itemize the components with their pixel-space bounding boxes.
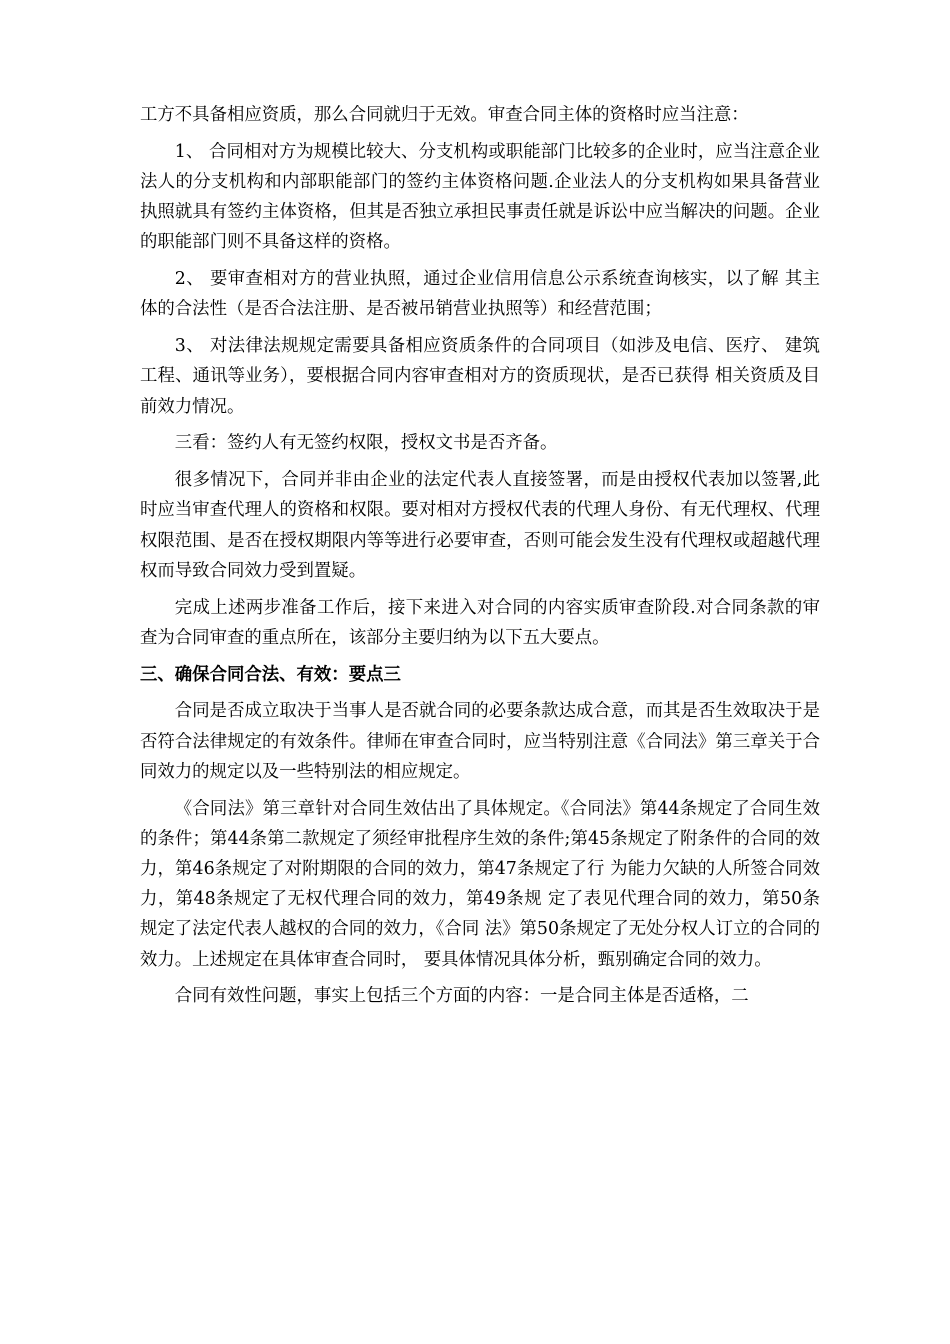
paragraph-validity-aspects: 合同有效性问题，事实上包括三个方面的内容：一是合同主体是否适格，二: [174, 986, 749, 1007]
paragraph-continuation: 工方不具备相应资质，那么合同就归于无效。审查合同主体的资格时应当注意：: [140, 105, 749, 125]
list-item-3: 3、 对法律法规规定需要具备相应资质条件的合同项目（如涉及电信、医疗、 建筑工程、通讯等业务），要根据合同内容审查相对方的资质现状，是否已获得 相关资质及目前效力情况。: [140, 336, 820, 417]
list-item-2: 2、 要审查相对方的营业执照，通过企业信用信息公示系统查询核实，以了解 其主体的合法性（是否合法注册、是否被吊销营业执照等）和经营范围；: [140, 269, 820, 320]
paragraph-review-stage: 完成上述两步准备工作后，接下来进入对合同的内容实质审查阶段.对合同条款的审查为合同审查的重点所在，该部分主要归纳为以下五大要点。: [140, 597, 820, 648]
document-page: [140, 100, 820, 1018]
paragraph-third-check: 三看：签约人有无签约权限，授权文书是否齐备。: [174, 433, 558, 454]
paragraph-contract-law-articles: 《合同法》第三章针对合同生效估出了具体规定。《合同法》第44条规定了合同生效的条件；第44条第二款规定了须经审批程序生效的条件;第45条规定了附条件的合同的效力，第46条规定了对附期限的合同的效力，第47条规定了行 为能力欠缺的人所签合同效力，第48条规定了无权代理合同的效力，第49条规 定了表见代理合同的效力，第50条规定了法定代表人越权的合同的效力，《合同 法》第50条规定了无处分权人订立的合同的效力。上述规定在具体审查合同时， 要具体情况具体分析，甄别确定合同的效力。: [140, 798, 820, 970]
list-item-1: 1、 合同相对方为规模比较大、分支机构或职能部门比较多的企业时，应当注意企业法人的分支机构和内部职能部门的签约主体资格问题.企业法人的分支机构如果具备营业执照就具有签约主体资格，但其是否独立承担民事责任就是诉讼中应当解决的问题。企业的职能部门则不具备这样的资格。: [140, 141, 820, 253]
section-heading: 三、确保合同合法、有效：要点三: [140, 664, 401, 685]
paragraph-authorization: 很多情况下，合同并非由企业的法定代表人直接签署，而是由授权代表加以签署,此时应当审查代理人的资格和权限。要对相对方授权代表的代理人身份、有无代理权、代理权限范围、是否在授权期限内等等进行必要审查，否则可能会发生没有代理权或超越代理权而导致合同效力受到置疑。: [140, 470, 820, 581]
paragraph-validity-intro: 合同是否成立取决于当事人是否就合同的必要条款达成合意，而其是否生效取决于是否符合法律规定的有效条件。律师在审查合同时，应当特别注意《合同法》第三章关于合同效力的规定以及一些特别法的相应规定。: [140, 701, 820, 782]
